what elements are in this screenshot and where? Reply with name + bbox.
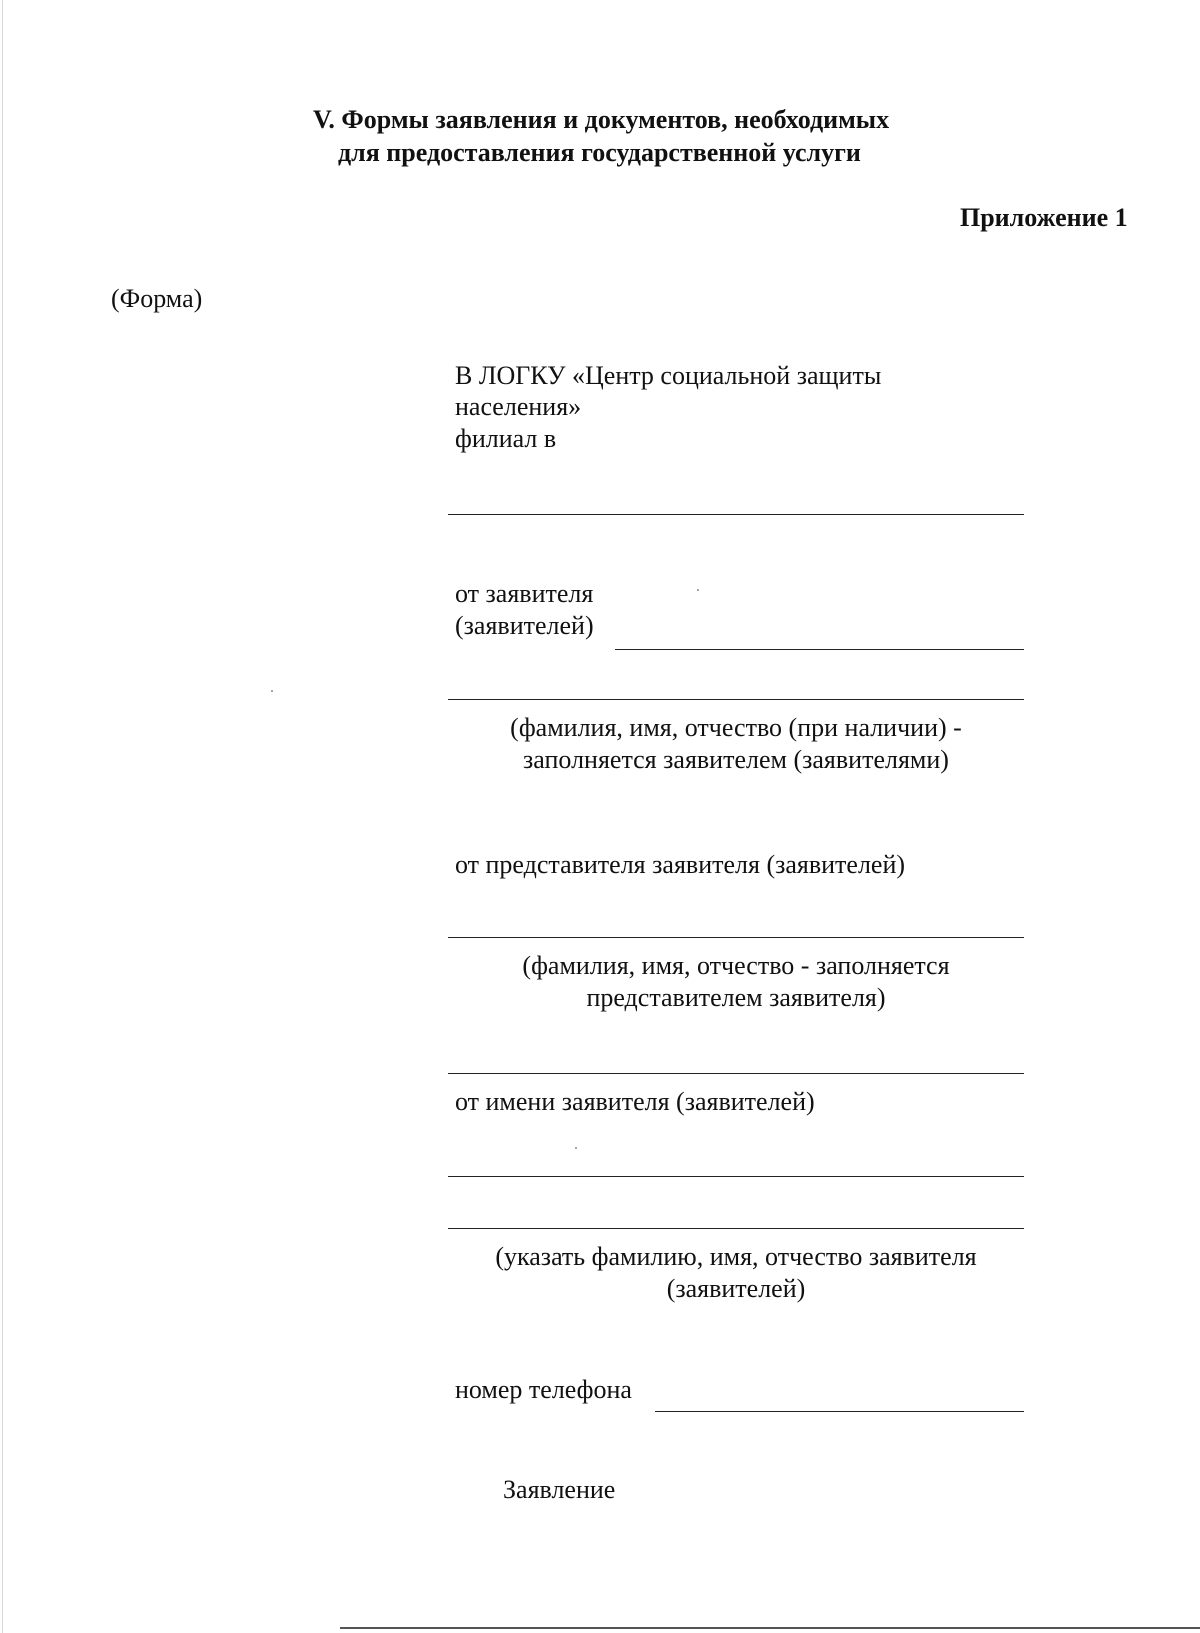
- applicant-fill-line-1: [615, 649, 1024, 650]
- applicant-label-line-2: (заявителей): [455, 611, 594, 640]
- scan-edge: [2, 0, 3, 1633]
- appendix-label: Приложение 1: [960, 203, 1128, 232]
- representative-caption-line-1: (фамилия, имя, отчество - заполняется: [522, 951, 950, 980]
- heading-line-2: для предоставления государственной услуги: [338, 138, 861, 167]
- scan-speck: [271, 690, 273, 692]
- applicant-label-line-1: от заявителя: [455, 579, 594, 608]
- addressee-line-1: В ЛОГКУ «Центр социальной защиты: [455, 361, 882, 390]
- scan-edge-bottom: [340, 1627, 1200, 1629]
- on-behalf-caption-line-2: (заявителей): [666, 1274, 806, 1303]
- on-behalf-label: от имени заявителя (заявителей): [455, 1087, 815, 1116]
- phone-label: номер телефона: [455, 1375, 632, 1404]
- on-behalf-fill-line-2: [448, 1228, 1024, 1229]
- phone-fill-line: [655, 1411, 1024, 1412]
- statement-title: Заявление: [503, 1475, 616, 1504]
- addressee-line-2: населения»: [455, 392, 582, 421]
- on-behalf-caption-line-1: (указать фамилию, имя, отчество заявителя: [495, 1242, 977, 1271]
- applicant-fill-line-2: [448, 699, 1024, 700]
- heading-line-1: V. Формы заявления и документов, необходимых: [313, 105, 890, 134]
- scan-speck: [575, 1147, 577, 1149]
- applicant-caption-line-1: (фамилия, имя, отчество (при наличии) -: [510, 713, 962, 742]
- representative-label: от представителя заявителя (заявителей): [455, 850, 906, 879]
- branch-fill-line: [448, 514, 1024, 515]
- representative-caption-line-2: представителем заявителя): [586, 983, 886, 1012]
- addressee-line-3: филиал в: [455, 424, 557, 453]
- on-behalf-top-line: [448, 1073, 1024, 1074]
- scan-speck: [697, 589, 699, 591]
- applicant-caption-line-2: заполняется заявителем (заявителями): [523, 745, 949, 774]
- on-behalf-fill-line-1: [448, 1176, 1024, 1177]
- form-label: (Форма): [111, 284, 203, 313]
- representative-fill-line: [448, 937, 1024, 938]
